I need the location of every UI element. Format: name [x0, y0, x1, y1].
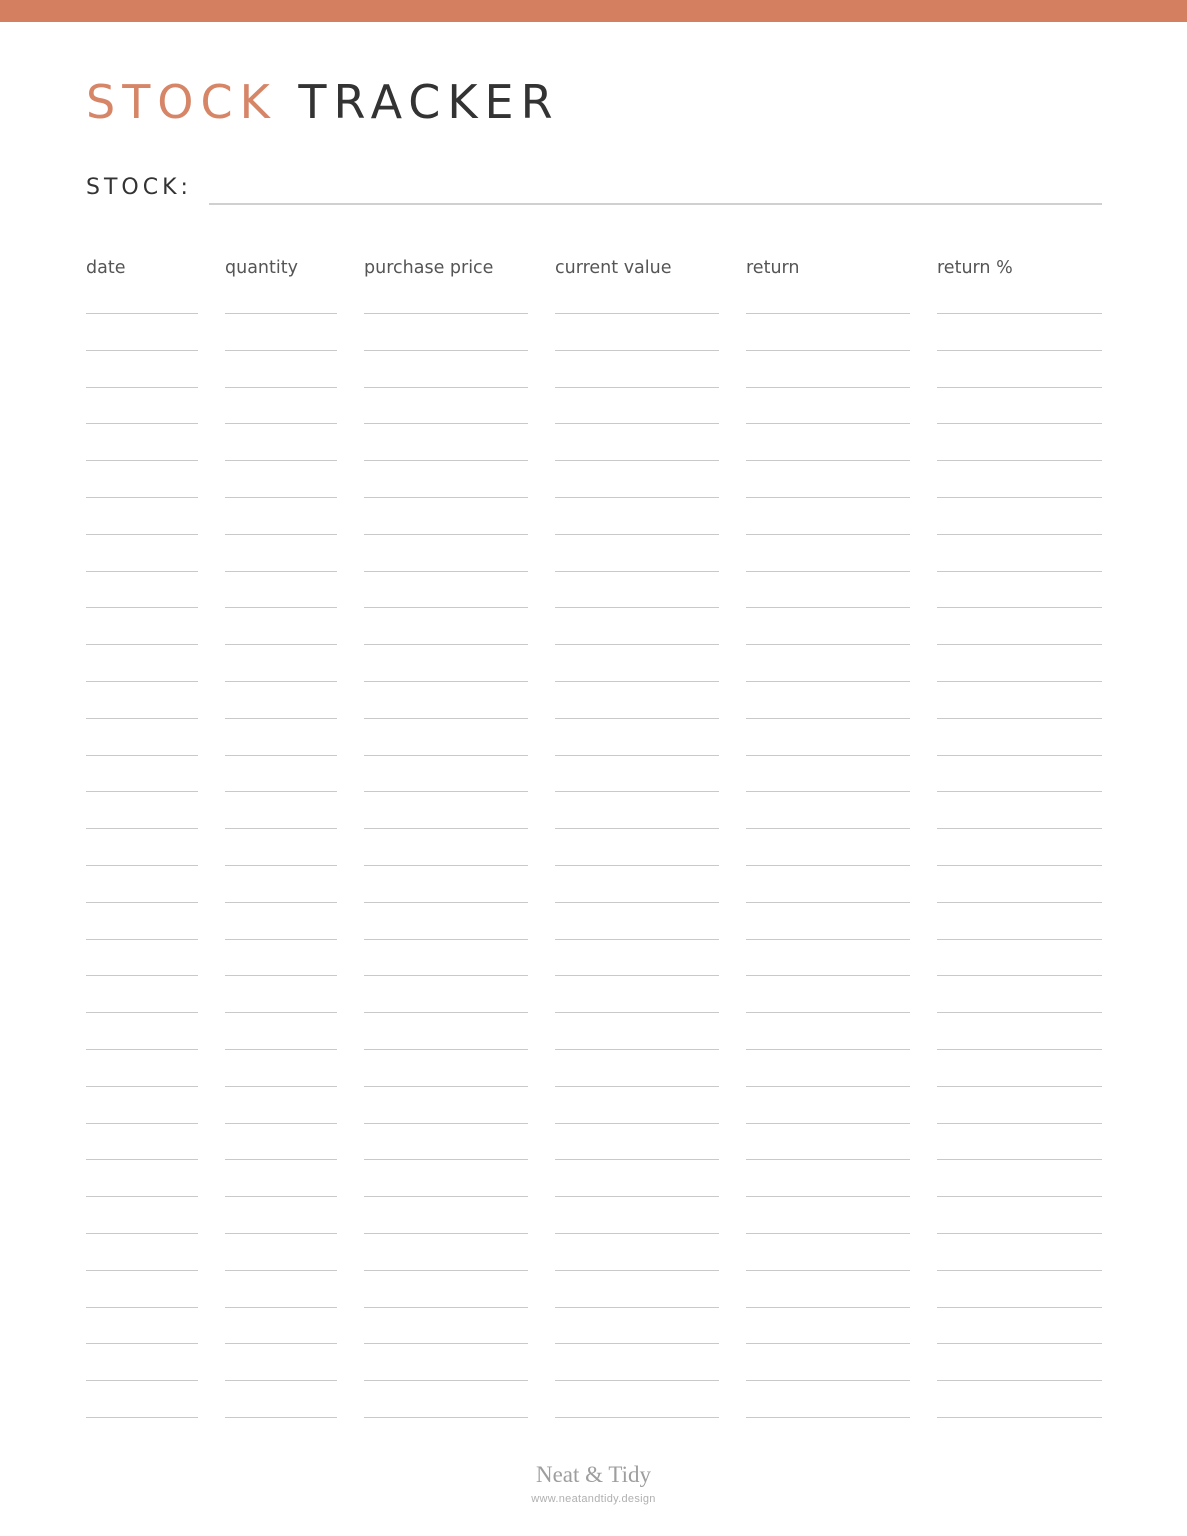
entry-line-current-value[interactable] [555, 460, 719, 461]
entry-line-return[interactable] [746, 1380, 910, 1381]
entry-line-quantity[interactable] [225, 902, 337, 903]
entry-line-return-percent[interactable] [937, 460, 1102, 461]
entry-line-return[interactable] [746, 1343, 910, 1344]
entry-line-quantity[interactable] [225, 387, 337, 388]
entry-line-return-percent[interactable] [937, 313, 1102, 314]
entry-line-date[interactable] [86, 1343, 198, 1344]
entry-line-quantity[interactable] [225, 607, 337, 608]
entry-line-return[interactable] [746, 1123, 910, 1124]
entry-line-date[interactable] [86, 975, 198, 976]
entry-line-quantity[interactable] [225, 681, 337, 682]
column-header-purchase-price: purchase price [364, 258, 494, 278]
entry-line-date[interactable] [86, 828, 198, 829]
entry-line-date[interactable] [86, 1233, 198, 1234]
entry-line-quantity[interactable] [225, 423, 337, 424]
entry-line-date[interactable] [86, 350, 198, 351]
entry-line-date[interactable] [86, 1049, 198, 1050]
entry-line-purchase-price[interactable] [364, 939, 528, 940]
entry-line-current-value[interactable] [555, 1123, 719, 1124]
entry-line-return[interactable] [746, 1196, 910, 1197]
entry-line-quantity[interactable] [225, 534, 337, 535]
entry-line-date[interactable] [86, 791, 198, 792]
entry-line-return[interactable] [746, 718, 910, 719]
entry-line-purchase-price[interactable] [364, 681, 528, 682]
entry-line-date[interactable] [86, 423, 198, 424]
entry-line-date[interactable] [86, 1086, 198, 1087]
entry-line-purchase-price[interactable] [364, 1196, 528, 1197]
entry-line-quantity[interactable] [225, 571, 337, 572]
entry-line-purchase-price[interactable] [364, 755, 528, 756]
entry-line-purchase-price[interactable] [364, 387, 528, 388]
entry-line-return-percent[interactable] [937, 1270, 1102, 1271]
entry-line-current-value[interactable] [555, 350, 719, 351]
entry-line-current-value[interactable] [555, 939, 719, 940]
entry-line-return-percent[interactable] [937, 1123, 1102, 1124]
entry-line-purchase-price[interactable] [364, 1123, 528, 1124]
entry-line-current-value[interactable] [555, 865, 719, 866]
entry-line-return[interactable] [746, 423, 910, 424]
entry-line-return[interactable] [746, 939, 910, 940]
entry-line-date[interactable] [86, 644, 198, 645]
entry-line-purchase-price[interactable] [364, 497, 528, 498]
entry-line-quantity[interactable] [225, 644, 337, 645]
entry-line-date[interactable] [86, 902, 198, 903]
entry-line-quantity[interactable] [225, 1196, 337, 1197]
entry-line-current-value[interactable] [555, 975, 719, 976]
entry-line-return-percent[interactable] [937, 828, 1102, 829]
entry-line-return-percent[interactable] [937, 681, 1102, 682]
entry-line-quantity[interactable] [225, 460, 337, 461]
entry-line-return-percent[interactable] [937, 865, 1102, 866]
entry-line-return-percent[interactable] [937, 902, 1102, 903]
entry-line-return[interactable] [746, 681, 910, 682]
entry-line-return-percent[interactable] [937, 1343, 1102, 1344]
stock-field-label: STOCK: [86, 175, 192, 200]
entry-line-return[interactable] [746, 1417, 910, 1418]
entry-line-date[interactable] [86, 1012, 198, 1013]
entry-line-return[interactable] [746, 313, 910, 314]
entry-line-current-value[interactable] [555, 1343, 719, 1344]
footer-url: www.neatandtidy.design [531, 1493, 656, 1505]
entry-line-return-percent[interactable] [937, 1307, 1102, 1308]
entry-line-current-value[interactable] [555, 607, 719, 608]
entry-line-date[interactable] [86, 681, 198, 682]
entry-line-current-value[interactable] [555, 1159, 719, 1160]
entry-line-return[interactable] [746, 1086, 910, 1087]
entry-line-date[interactable] [86, 1380, 198, 1381]
column-header-return-percent: return % [937, 258, 1013, 278]
entry-line-date[interactable] [86, 718, 198, 719]
entry-line-current-value[interactable] [555, 718, 719, 719]
entry-line-date[interactable] [86, 607, 198, 608]
entry-line-return-percent[interactable] [937, 644, 1102, 645]
entry-line-return[interactable] [746, 1270, 910, 1271]
entry-line-return[interactable] [746, 1307, 910, 1308]
entry-line-quantity[interactable] [225, 865, 337, 866]
column-header-quantity: quantity [225, 258, 298, 278]
entry-line-date[interactable] [86, 534, 198, 535]
entry-line-date[interactable] [86, 755, 198, 756]
entry-line-return-percent[interactable] [937, 718, 1102, 719]
entry-line-date[interactable] [86, 571, 198, 572]
entry-line-current-value[interactable] [555, 1380, 719, 1381]
entry-line-return-percent[interactable] [937, 423, 1102, 424]
entry-line-current-value[interactable] [555, 423, 719, 424]
entry-line-purchase-price[interactable] [364, 423, 528, 424]
entry-line-purchase-price[interactable] [364, 828, 528, 829]
entry-line-purchase-price[interactable] [364, 718, 528, 719]
page-title [86, 72, 560, 132]
entry-line-quantity[interactable] [225, 1343, 337, 1344]
entry-line-quantity[interactable] [225, 1086, 337, 1087]
entry-line-purchase-price[interactable] [364, 791, 528, 792]
entry-line-return-percent[interactable] [937, 1417, 1102, 1418]
column-header-return: return [746, 258, 800, 278]
entry-line-quantity[interactable] [225, 975, 337, 976]
entry-line-return[interactable] [746, 350, 910, 351]
entry-line-date[interactable] [86, 939, 198, 940]
entry-line-date[interactable] [86, 1270, 198, 1271]
entry-line-date[interactable] [86, 1307, 198, 1308]
entry-line-current-value[interactable] [555, 534, 719, 535]
entry-line-return[interactable] [746, 1049, 910, 1050]
entry-line-return[interactable] [746, 865, 910, 866]
entry-line-current-value[interactable] [555, 497, 719, 498]
entry-line-current-value[interactable] [555, 387, 719, 388]
entry-line-current-value[interactable] [555, 902, 719, 903]
entry-line-return[interactable] [746, 497, 910, 498]
entry-line-quantity[interactable] [225, 828, 337, 829]
entry-line-current-value[interactable] [555, 1012, 719, 1013]
entry-line-current-value[interactable] [555, 681, 719, 682]
entry-line-purchase-price[interactable] [364, 1233, 528, 1234]
entry-line-return[interactable] [746, 534, 910, 535]
entry-line-current-value[interactable] [555, 828, 719, 829]
entry-line-purchase-price[interactable] [364, 571, 528, 572]
stock-field-line[interactable] [209, 203, 1102, 205]
entry-line-current-value[interactable] [555, 1196, 719, 1197]
entry-line-current-value[interactable] [555, 1049, 719, 1050]
column-header-date: date [86, 258, 126, 278]
entry-line-return-percent[interactable] [937, 1012, 1102, 1013]
entry-line-quantity[interactable] [225, 1307, 337, 1308]
entry-line-quantity[interactable] [225, 1049, 337, 1050]
entry-line-return-percent[interactable] [937, 1233, 1102, 1234]
entry-line-current-value[interactable] [555, 1417, 719, 1418]
entry-line-date[interactable] [86, 865, 198, 866]
entry-line-return-percent[interactable] [937, 755, 1102, 756]
entry-line-return[interactable] [746, 607, 910, 608]
entry-line-purchase-price[interactable] [364, 350, 528, 351]
entry-line-quantity[interactable] [225, 755, 337, 756]
title-accent-word: STOCK [86, 75, 277, 129]
entry-line-current-value[interactable] [555, 644, 719, 645]
entry-line-return[interactable] [746, 902, 910, 903]
entry-line-quantity[interactable] [225, 939, 337, 940]
entry-line-purchase-price[interactable] [364, 975, 528, 976]
entry-line-return-percent[interactable] [937, 607, 1102, 608]
entry-line-current-value[interactable] [555, 1307, 719, 1308]
entry-line-return[interactable] [746, 644, 910, 645]
entry-line-date[interactable] [86, 387, 198, 388]
entry-line-return-percent[interactable] [937, 350, 1102, 351]
entry-line-return[interactable] [746, 828, 910, 829]
entry-line-purchase-price[interactable] [364, 644, 528, 645]
top-accent-bar [0, 0, 1187, 22]
entry-line-quantity[interactable] [225, 313, 337, 314]
entry-line-purchase-price[interactable] [364, 1307, 528, 1308]
entry-line-return-percent[interactable] [937, 939, 1102, 940]
entry-line-current-value[interactable] [555, 1086, 719, 1087]
entry-line-purchase-price[interactable] [364, 313, 528, 314]
entry-line-purchase-price[interactable] [364, 1343, 528, 1344]
entry-line-purchase-price[interactable] [364, 607, 528, 608]
entry-line-date[interactable] [86, 1123, 198, 1124]
entry-line-return[interactable] [746, 1159, 910, 1160]
entry-line-quantity[interactable] [225, 791, 337, 792]
entry-line-quantity[interactable] [225, 1380, 337, 1381]
entry-line-date[interactable] [86, 1417, 198, 1418]
entry-line-return-percent[interactable] [937, 497, 1102, 498]
entry-line-current-value[interactable] [555, 1270, 719, 1271]
entry-line-purchase-price[interactable] [364, 1270, 528, 1271]
entry-line-quantity[interactable] [225, 350, 337, 351]
entry-line-quantity[interactable] [225, 1417, 337, 1418]
entry-line-purchase-price[interactable] [364, 534, 528, 535]
entry-line-return-percent[interactable] [937, 791, 1102, 792]
entry-line-return-percent[interactable] [937, 571, 1102, 572]
entry-line-purchase-price[interactable] [364, 1417, 528, 1418]
entry-line-purchase-price[interactable] [364, 1380, 528, 1381]
entry-line-return[interactable] [746, 975, 910, 976]
entry-line-return[interactable] [746, 460, 910, 461]
entry-line-date[interactable] [86, 497, 198, 498]
entry-line-return-percent[interactable] [937, 1086, 1102, 1087]
entry-line-return-percent[interactable] [937, 387, 1102, 388]
footer-brand-logo: Neat & Tidy [535, 1462, 652, 1487]
entry-line-current-value[interactable] [555, 571, 719, 572]
entry-line-quantity[interactable] [225, 497, 337, 498]
title-main-word: TRACKER [298, 75, 560, 129]
entry-line-quantity[interactable] [225, 1233, 337, 1234]
entry-line-return-percent[interactable] [937, 1380, 1102, 1381]
entry-line-purchase-price[interactable] [364, 1012, 528, 1013]
entry-line-return-percent[interactable] [937, 975, 1102, 976]
entry-line-current-value[interactable] [555, 1233, 719, 1234]
entry-line-purchase-price[interactable] [364, 865, 528, 866]
entry-line-return[interactable] [746, 1012, 910, 1013]
entry-line-date[interactable] [86, 313, 198, 314]
entry-line-date[interactable] [86, 460, 198, 461]
entry-line-purchase-price[interactable] [364, 460, 528, 461]
entry-line-purchase-price[interactable] [364, 1159, 528, 1160]
entry-line-return-percent[interactable] [937, 534, 1102, 535]
entry-line-return[interactable] [746, 1233, 910, 1234]
entry-line-quantity[interactable] [225, 718, 337, 719]
entry-line-date[interactable] [86, 1196, 198, 1197]
entry-line-purchase-price[interactable] [364, 1086, 528, 1087]
entry-line-current-value[interactable] [555, 791, 719, 792]
entry-line-return-percent[interactable] [937, 1196, 1102, 1197]
entry-line-quantity[interactable] [225, 1159, 337, 1160]
entry-line-return-percent[interactable] [937, 1159, 1102, 1160]
entry-line-return[interactable] [746, 387, 910, 388]
entry-line-quantity[interactable] [225, 1012, 337, 1013]
entry-line-return-percent[interactable] [937, 1049, 1102, 1050]
column-header-current-value: current value [555, 258, 672, 278]
entry-line-date[interactable] [86, 1159, 198, 1160]
entry-line-return[interactable] [746, 791, 910, 792]
entry-line-quantity[interactable] [225, 1270, 337, 1271]
entry-line-return[interactable] [746, 571, 910, 572]
entry-line-return[interactable] [746, 755, 910, 756]
entry-line-current-value[interactable] [555, 755, 719, 756]
entry-line-purchase-price[interactable] [364, 1049, 528, 1050]
entry-line-quantity[interactable] [225, 1123, 337, 1124]
entry-line-current-value[interactable] [555, 313, 719, 314]
entry-line-purchase-price[interactable] [364, 902, 528, 903]
